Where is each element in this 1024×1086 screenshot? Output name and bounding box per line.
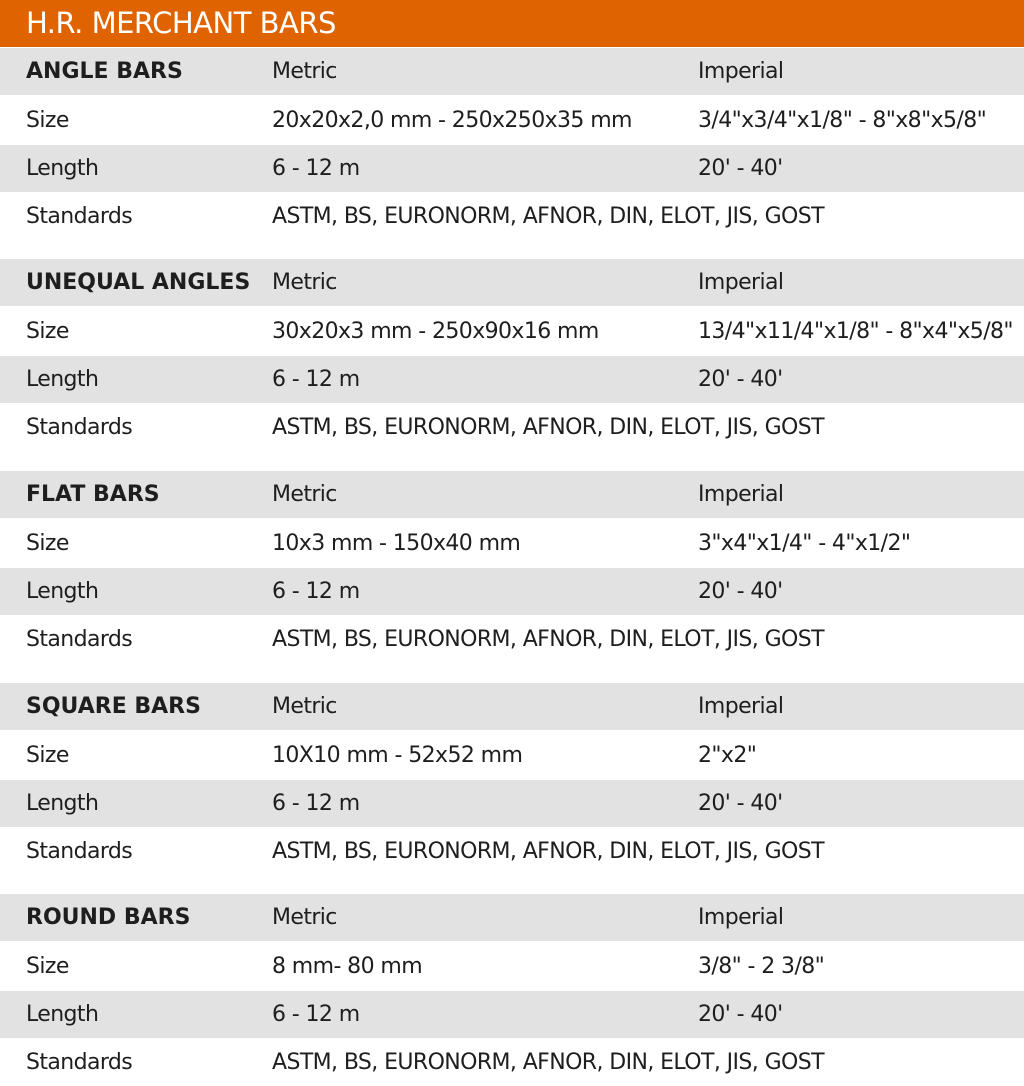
standards-value: ASTM, BS, EURONORM, AFNOR, DIN, ELOT, JIS, GOST <box>272 203 824 229</box>
standards-value: ASTM, BS, EURONORM, AFNOR, DIN, ELOT, JIS, GOST <box>272 626 824 652</box>
length-row <box>0 145 1024 192</box>
size-label: Size <box>26 318 69 344</box>
section-header-row <box>0 683 1024 730</box>
section-title: FLAT BARS <box>26 482 160 507</box>
section-header-row <box>0 259 1024 306</box>
standards-value: ASTM, BS, EURONORM, AFNOR, DIN, ELOT, JIS, GOST <box>272 414 824 440</box>
metric-header: Metric <box>272 694 337 719</box>
standards-row <box>0 615 1024 663</box>
length-metric: 6 - 12 m <box>272 367 360 392</box>
length-label: Length <box>26 367 99 392</box>
spec-table-flat-bars <box>0 471 1024 663</box>
imperial-header: Imperial <box>698 270 784 295</box>
length-metric: 6 - 12 m <box>272 579 360 604</box>
size-row <box>0 95 1024 145</box>
length-row <box>0 780 1024 827</box>
size-row <box>0 306 1024 356</box>
standards-row <box>0 192 1024 240</box>
length-imperial: 20' - 40' <box>698 156 783 181</box>
size-label: Size <box>26 742 69 768</box>
size-row <box>0 518 1024 568</box>
length-row <box>0 568 1024 615</box>
size-imperial: 2"x2" <box>698 742 757 768</box>
standards-label: Standards <box>26 203 133 229</box>
metric-header: Metric <box>272 270 337 295</box>
length-imperial: 20' - 40' <box>698 791 783 816</box>
length-imperial: 20' - 40' <box>698 367 783 392</box>
size-imperial: 3"x4"x1/4" - 4"x1/2" <box>698 530 911 556</box>
standards-row <box>0 827 1024 875</box>
size-metric: 20x20x2,0 mm - 250x250x35 mm <box>272 107 632 133</box>
length-row <box>0 356 1024 403</box>
standards-row <box>0 403 1024 451</box>
standards-value: ASTM, BS, EURONORM, AFNOR, DIN, ELOT, JIS, GOST <box>272 1049 824 1075</box>
size-row <box>0 941 1024 991</box>
size-label: Size <box>26 107 69 133</box>
section-header-row <box>0 471 1024 518</box>
length-metric: 6 - 12 m <box>272 1002 360 1027</box>
size-imperial: 3/4"x3/4"x1/8" - 8"x8"x5/8" <box>698 107 987 133</box>
size-metric: 10X10 mm - 52x52 mm <box>272 742 523 768</box>
standards-label: Standards <box>26 414 133 440</box>
length-label: Length <box>26 1002 99 1027</box>
section-title: ROUND BARS <box>26 905 191 930</box>
section-title: ANGLE BARS <box>26 59 183 84</box>
size-row <box>0 730 1024 780</box>
spec-table-square-bars <box>0 683 1024 875</box>
imperial-header: Imperial <box>698 905 784 930</box>
metric-header: Metric <box>272 59 337 84</box>
length-metric: 6 - 12 m <box>272 156 360 181</box>
size-imperial: 13/4"x11/4"x1/8" - 8"x4"x5/8" <box>698 318 1013 344</box>
standards-row <box>0 1038 1024 1086</box>
size-label: Size <box>26 530 69 556</box>
metric-header: Metric <box>272 905 337 930</box>
length-metric: 6 - 12 m <box>272 791 360 816</box>
size-label: Size <box>26 953 69 979</box>
standards-label: Standards <box>26 838 133 864</box>
size-metric: 30x20x3 mm - 250x90x16 mm <box>272 318 599 344</box>
standards-label: Standards <box>26 1049 133 1075</box>
size-metric: 8 mm- 80 mm <box>272 953 423 979</box>
size-imperial: 3/8" - 2 3/8" <box>698 953 825 979</box>
standards-label: Standards <box>26 626 133 652</box>
section-header-row <box>0 894 1024 941</box>
spec-table-unequal-angles <box>0 259 1024 451</box>
metric-header: Metric <box>272 482 337 507</box>
standards-value: ASTM, BS, EURONORM, AFNOR, DIN, ELOT, JIS, GOST <box>272 838 824 864</box>
imperial-header: Imperial <box>698 59 784 84</box>
length-imperial: 20' - 40' <box>698 579 783 604</box>
length-imperial: 20' - 40' <box>698 1002 783 1027</box>
length-label: Length <box>26 156 99 181</box>
section-header-row <box>0 48 1024 95</box>
page-title: H.R. MERCHANT BARS <box>0 0 1024 47</box>
section-title: SQUARE BARS <box>26 694 201 719</box>
imperial-header: Imperial <box>698 482 784 507</box>
imperial-header: Imperial <box>698 694 784 719</box>
length-label: Length <box>26 579 99 604</box>
size-metric: 10x3 mm - 150x40 mm <box>272 530 521 556</box>
spec-table-angle-bars <box>0 48 1024 240</box>
section-title: UNEQUAL ANGLES <box>26 270 251 295</box>
length-row <box>0 991 1024 1038</box>
length-label: Length <box>26 791 99 816</box>
spec-table-round-bars <box>0 894 1024 1086</box>
